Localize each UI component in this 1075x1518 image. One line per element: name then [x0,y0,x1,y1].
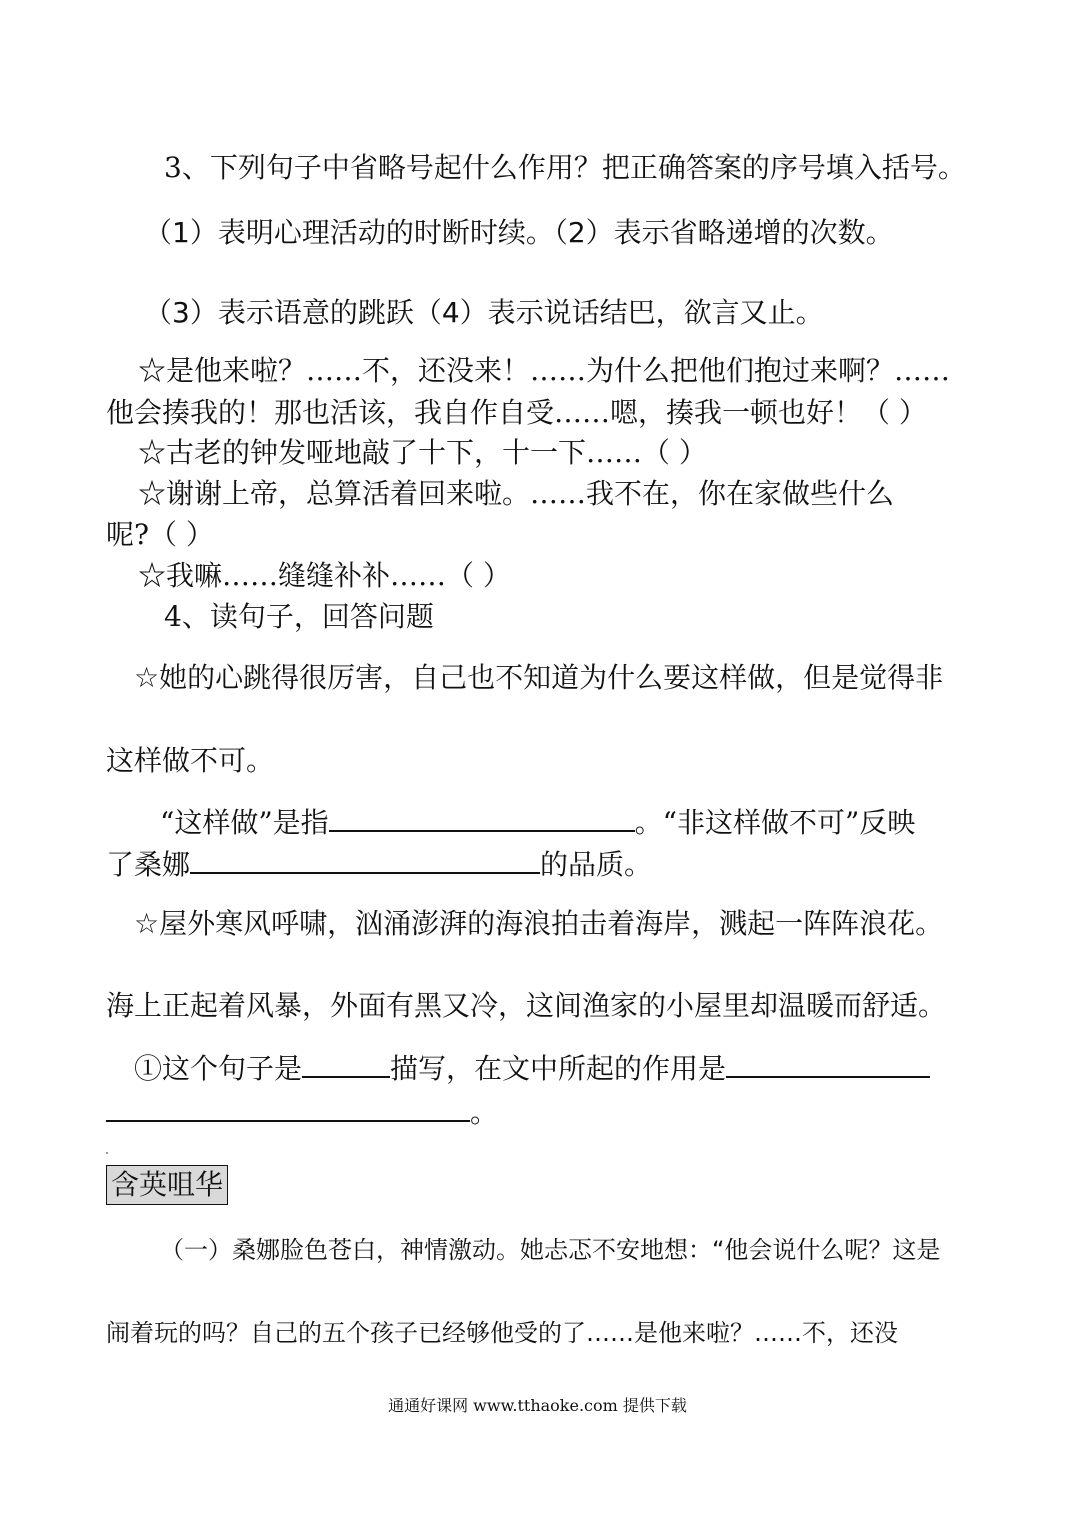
answer-blank-5[interactable] [106,1096,470,1122]
q3-item3-line1: ☆谢谢上帝，总算活着回来啦。……我不在，你在家做些什么 [138,477,895,510]
q3-options-line2: （3）表示语意的跳跃（4）表示说话结巴，欲言又止。 [144,296,824,329]
page-footer: 通通好课网 www.tthaoke.com 提供下载 [388,1396,687,1415]
section-title: 含英咀华 [111,1168,224,1201]
q4-title: 4、读句子，回答问题 [164,600,434,633]
q4-sentence1-line2: 这样做不可。 [106,744,275,777]
q4-fill-line4 [106,1096,498,1127]
passage-line1: （一）桑娜脸色苍白，神情激动。她忐忑不安地想：“他会说什么呢？这是 [160,1236,941,1264]
q4-fill-label-6: 描写，在文中所起的作用是 [390,1052,727,1085]
answer-blank-1[interactable] [329,806,635,832]
q3-item4: ☆我嘛……缝缝补补……（ ） [138,559,511,592]
q4-sentence1-line1: ☆她的心跳得很厉害，自己也不知道为什么要这样做，但是觉得非 [134,661,944,694]
q4-fill-line2 [106,848,652,879]
q4-fill-label-1: “这样做”是指 [160,806,329,839]
q3-item3-line2: 呢?（ ） [106,518,214,551]
passage-line2: 闹着玩的吗？自己的五个孩子已经够他受的了……是他来啦？……不，还没 [106,1319,898,1347]
q4-fill-label-2: 。“非这样做不可”反映 [634,806,916,839]
answer-blank-4[interactable] [726,1052,930,1078]
stray-dot [106,1152,108,1154]
section-title-box [106,1165,228,1205]
q4-fill-label-3: 了桑娜 [106,848,191,881]
q3-item1-line2: 他会揍我的！那也活该，我自作自受……嗯，揍我一顿也好！（ ） [106,396,927,429]
q4-sentence2-line1: ☆屋外寒风呼啸，汹涌澎湃的海浪拍击着海岸，溅起一阵阵浪花。 [134,907,944,940]
q4-fill-label-4: 的品质。 [540,848,653,881]
q3-item2: ☆古老的钟发哑地敲了十下，十一下……（ ） [138,436,707,469]
q4-sentence2-line2: 海上正起着风暴，外面有黑又冷，这间渔家的小屋里却温暖而舒适。 [106,989,947,1022]
answer-blank-3[interactable] [302,1052,390,1078]
q3-title: 3、下列句子中省略号起什么作用？把正确答案的序号填入括号。 [164,151,966,184]
q3-options-line1: （1）表明心理活动的时断时续。（2）表示省略递增的次数。 [144,216,894,249]
q4-fill-line1 [160,806,915,837]
answer-blank-2[interactable] [190,848,540,874]
q4-fill-end: 。 [470,1096,499,1129]
q3-item1-line1: ☆是他来啦？……不，还没来！……为什么把他们抱过来啊？…… [138,354,951,387]
q4-fill-line3 [134,1052,930,1083]
q4-fill-label-5: ①这个句子是 [134,1052,303,1085]
